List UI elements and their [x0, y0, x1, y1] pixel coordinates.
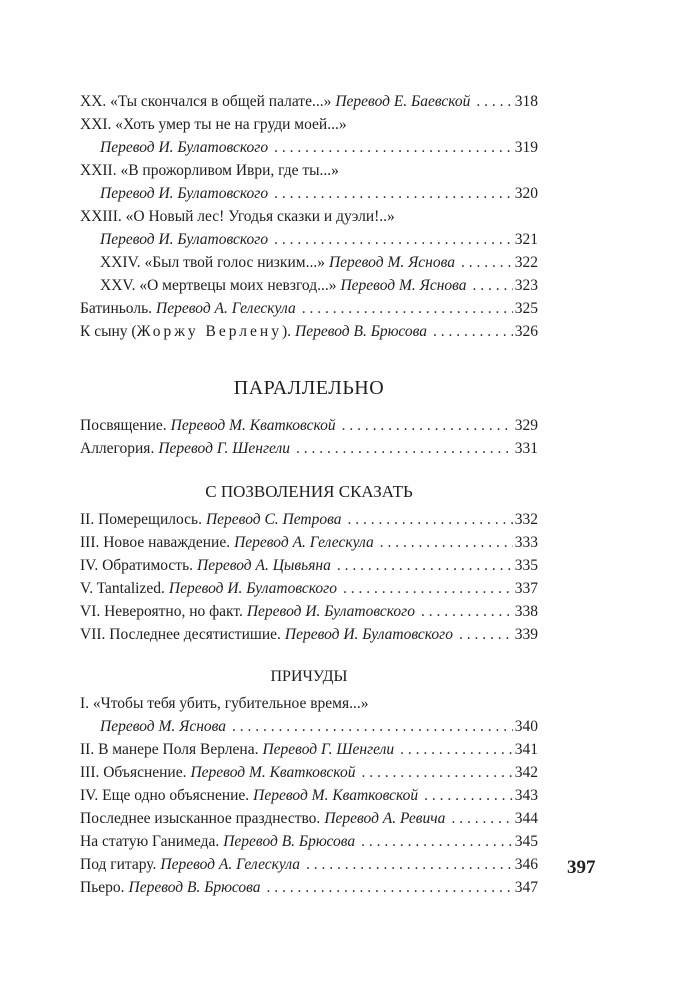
entry-page: 343 — [514, 787, 538, 804]
toc-entry — [80, 830, 538, 853]
dot-leader — [343, 577, 513, 600]
entry-translator: Перевод С. Петрова — [205, 511, 342, 528]
toc-group-verlaine — [80, 90, 538, 343]
entry-page: 344 — [514, 810, 538, 827]
entry-title: Последнее изысканное празднество. — [80, 810, 321, 827]
entry-title: Аллегория. — [80, 440, 155, 457]
section-heading: ПАРАЛЛЕЛЬНО — [233, 377, 385, 399]
entry-translator: Перевод М. Кватковской — [190, 764, 356, 781]
entry-title: К сыну (Жоржу Верлену). — [80, 323, 291, 340]
toc-entry — [80, 182, 538, 205]
toc-entry — [80, 623, 538, 646]
entry-title: XX. «Ты скончался в общей палате...» — [80, 93, 332, 110]
entry-translator: Перевод А. Гелескула — [156, 300, 296, 317]
toc-entry — [80, 577, 538, 600]
entry-translator: Перевод А. Ревича — [324, 810, 446, 827]
entry-translator: Перевод М. Яснова — [328, 254, 455, 271]
entry-translator: Перевод И. Булатовского — [100, 139, 269, 156]
entry-translator: Перевод Е. Баевской — [335, 93, 471, 110]
page-number: 397 — [567, 857, 596, 878]
entry-page: 322 — [514, 254, 538, 271]
entry-translator: Перевод Г. Шенгели — [158, 440, 291, 457]
toc-entry — [80, 554, 538, 577]
entry-title: XXV. «О мертвецы моих невзгод...» — [100, 277, 337, 294]
dot-leader — [347, 508, 512, 531]
toc-entry — [80, 600, 538, 623]
toc-entry — [80, 320, 538, 343]
entry-translator: Перевод В. Брюсова — [295, 323, 427, 340]
entry-title: XXI. «Хоть умер ты не на груди моей...» — [80, 116, 347, 133]
entry-translator: Перевод И. Булатовского — [100, 185, 269, 202]
toc-entry — [80, 414, 538, 437]
dot-leader — [461, 251, 513, 274]
entry-page: 345 — [514, 833, 538, 850]
entry-page: 321 — [514, 231, 538, 248]
entry-title: XXIII. «О Новый лес! Угодья сказки и дуэли!..» — [80, 208, 395, 225]
dot-leader — [473, 274, 513, 297]
entry-title: IV. Обратимость. — [80, 557, 194, 574]
entry-page: 347 — [514, 879, 538, 896]
entry-title: Под гитару. — [80, 856, 157, 873]
toc-entry — [80, 508, 538, 531]
toc-section — [80, 414, 538, 460]
entry-translator: Перевод М. Кватковской — [253, 787, 419, 804]
entry-translator: Перевод Г. Шенгели — [262, 741, 395, 758]
entry-translator: Перевод В. Брюсова — [128, 879, 261, 896]
toc-entry — [80, 715, 538, 738]
entry-page: 323 — [514, 277, 538, 294]
dot-leader — [361, 830, 513, 853]
toc-entry — [80, 738, 538, 761]
toc-entry — [80, 853, 538, 876]
dot-leader — [380, 531, 513, 554]
dot-leader — [274, 228, 513, 251]
toc-entry — [80, 251, 538, 274]
entry-translator: Перевод И. Булатовского — [246, 603, 415, 620]
entry-page: 325 — [514, 300, 538, 317]
entry-page: 340 — [514, 718, 538, 735]
entry-title: I. «Чтобы тебя убить, губительное время...» — [80, 695, 369, 712]
entry-translator: Перевод А. Гелескула — [234, 534, 374, 551]
entry-page: 331 — [514, 440, 538, 457]
dot-leader — [433, 320, 513, 343]
entry-translator: Перевод И. Булатовского — [100, 231, 269, 248]
toc-entry — [80, 531, 538, 554]
toc-entry — [80, 274, 538, 297]
toc-entry — [80, 761, 538, 784]
toc-entry — [80, 297, 538, 320]
toc-entry — [80, 437, 538, 460]
dot-leader — [459, 623, 513, 646]
toc-entry — [80, 136, 538, 159]
entry-page: 320 — [514, 185, 538, 202]
entry-title: V. Tantalized. — [80, 580, 165, 597]
dot-leader — [476, 90, 512, 113]
entry-translator: Перевод М. Кватковской — [170, 417, 336, 434]
entry-page: 332 — [514, 511, 538, 528]
entry-page: 326 — [514, 323, 538, 340]
section-heading: С ПОЗВОЛЕНИЯ СКАЗАТЬ — [205, 482, 413, 501]
entry-translator: Перевод А. Цывьяна — [197, 557, 331, 574]
toc-entry — [80, 784, 538, 807]
entry-title: VI. Невероятно, но факт. — [80, 603, 243, 620]
entry-translator: Перевод А. Гелескула — [160, 856, 301, 873]
entry-translator: Перевод В. Брюсова — [223, 833, 356, 850]
entry-title: Батиньоль. — [80, 300, 153, 317]
section-heading: ПРИЧУДЫ — [270, 668, 348, 685]
entry-page: 342 — [514, 764, 538, 781]
entry-translator: Перевод И. Булатовского — [284, 626, 453, 643]
entry-page: 346 — [514, 856, 538, 873]
dot-leader — [361, 761, 512, 784]
dot-leader — [302, 297, 513, 320]
entry-page: 329 — [514, 417, 538, 434]
entry-translator: Перевод И. Булатовского — [168, 580, 337, 597]
entry-page: 318 — [514, 93, 538, 110]
dot-leader — [274, 182, 513, 205]
dot-leader — [421, 600, 513, 623]
entry-title: XXII. «В прожорливом Иври, где ты...» — [80, 162, 339, 179]
entry-page: 341 — [514, 741, 538, 758]
dot-leader — [400, 738, 513, 761]
table-of-contents — [80, 90, 538, 899]
dot-leader — [306, 853, 513, 876]
entry-title: II. В манере Поля Верлена. — [80, 741, 259, 758]
entry-page: 335 — [514, 557, 538, 574]
dot-leader — [424, 784, 513, 807]
entry-translator: Перевод М. Яснова — [100, 718, 227, 735]
toc-entry — [80, 876, 538, 899]
entry-translator: Перевод М. Яснова — [340, 277, 467, 294]
toc-section — [80, 508, 538, 646]
entry-title: На статую Ганимеда. — [80, 833, 220, 850]
entry-page: 333 — [514, 534, 538, 551]
toc-section — [80, 692, 538, 899]
entry-title: Посвящение. — [80, 417, 167, 434]
entry-page: 337 — [514, 580, 538, 597]
entry-title: VII. Последнее десятистишие. — [80, 626, 281, 643]
dot-leader — [342, 414, 513, 437]
entry-title: III. Объяснение. — [80, 764, 187, 781]
entry-title: IV. Еще одно объяснение. — [80, 787, 250, 804]
dot-leader — [451, 807, 512, 830]
dot-leader — [266, 876, 512, 899]
toc-entry — [80, 807, 538, 830]
dot-leader — [232, 715, 513, 738]
dot-leader — [274, 136, 513, 159]
entry-title: II. Померещилось. — [80, 511, 202, 528]
entry-page: 339 — [514, 626, 538, 643]
dot-leader — [296, 437, 513, 460]
dot-leader — [337, 554, 513, 577]
toc-entry — [80, 228, 538, 251]
entry-title: XXIV. «Был твой голос низким...» — [100, 254, 325, 271]
entry-page: 319 — [514, 139, 538, 156]
entry-title: Пьеро. — [80, 879, 125, 896]
entry-title: III. Новое наваждение. — [80, 534, 231, 551]
entry-page: 338 — [514, 603, 538, 620]
toc-entry — [80, 90, 538, 113]
